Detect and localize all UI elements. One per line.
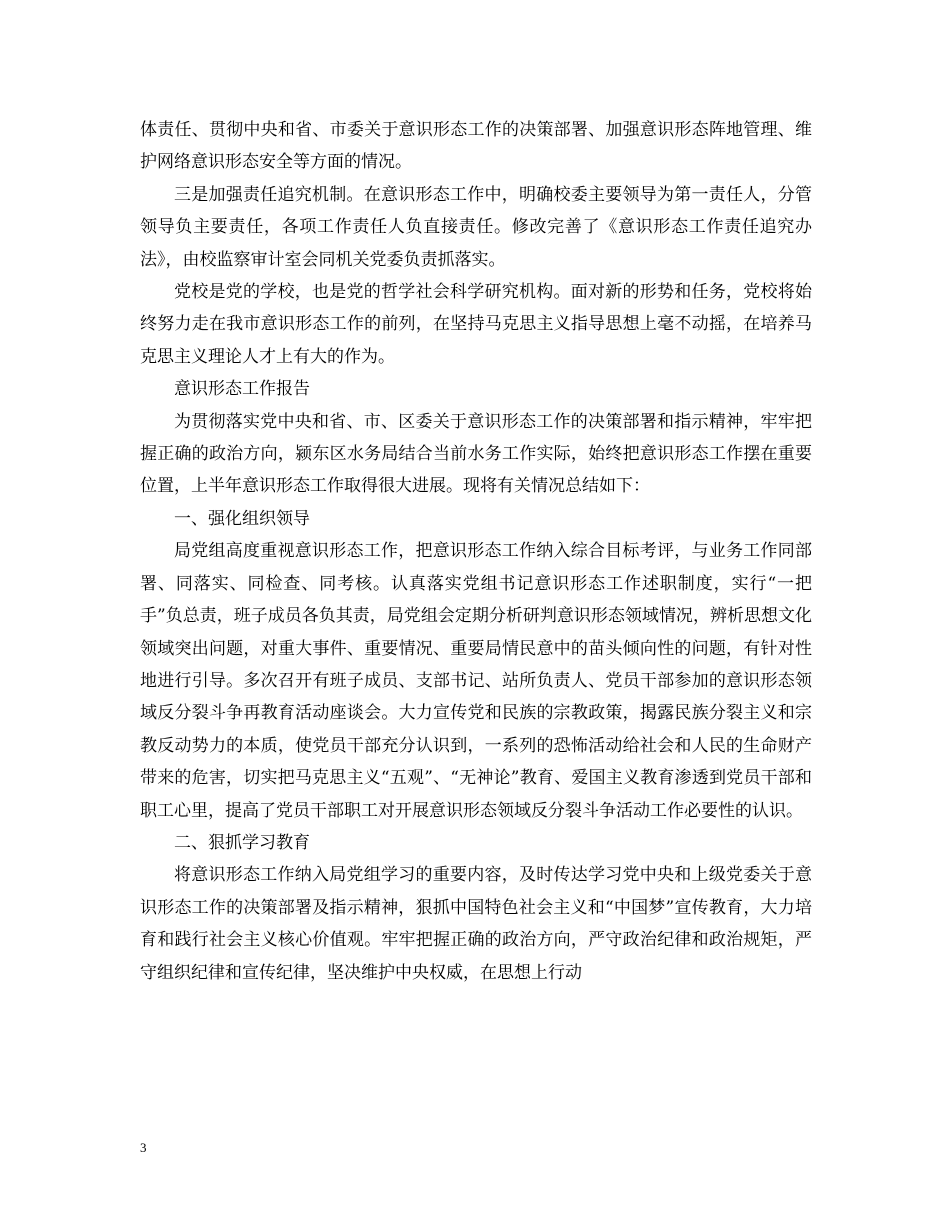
paragraph-5: 为贯彻落实党中央和省、市、区委关于意识形态工作的决策部署和指示精神，牢牢把握正确的政治方向，颍东区水务局结合当前水务工作实际，始终把意识形态工作摆在重要位置，上半年意识形态工作取得很大进展。现将有关情况总结如下：: [140, 411, 812, 497]
paragraph-9: 将意识形态工作纳入局党组学习的重要内容，及时传达学习党中央和上级党委关于意识形态工作的决策部署及指示精神，狠抓中国特色社会主义和“中国梦”宣传教育，大力培育和践行社会主义核心价值观。牢牢把握正确的政治方向，严守政治纪律和政治规矩，严守组织纪律和宣传纪律，坚决维护中央权威，在思想上行动: [140, 865, 812, 983]
paragraph-3: 党校是党的学校，也是党的哲学社会科学研究机构。面对新的形势和任务，党校将始终努力走在我市意识形态工作的前列，在坚持马克思主义指导思想上毫不动摇，在培养马克思主义理论人才上有大的作为。: [140, 282, 812, 367]
section-heading-report: 意识形态工作报告: [174, 379, 310, 400]
paragraph-7: 局党组高度重视意识形态工作，把意识形态工作纳入综合目标考评，与业务工作同部署、同落实、同检查、同考核。认真落实党组书记意识形态工作述职制度，实行“一把手”负总责，班子成员各负其责，局党组会定期分析研判意识形态领域情况，辨析思想文化领域突出问题，对重大事件、重要情况、重要局情民意中的苗头倾向性的问题，有针对性地进行引导。多次召开有班子成员、支部书记、站所负责人、党员干部参加的意识形态领域反分裂斗争再教育活动座谈会。大力宣传党和民族的宗教政策，揭露民族分裂主义和宗教反动势力的本质，使党员干部充分认识到，一系列的恐怖活动给社会和人民的生命财产带来的危害，切实把马克思主义“五观”、“无神论”教育、爱国主义教育渗透到党员干部和职工心里，提高了党员干部职工对开展意识形态领域反分裂斗争活动工作必要性的认识。: [140, 541, 812, 821]
section-heading-1: 一、强化组织领导: [174, 508, 310, 529]
document-body: [140, 114, 812, 989]
paragraph-1: 体责任、贯彻中央和省、市委关于意识形态工作的决策部署、加强意识形态阵地管理、维护网络意识形态安全等方面的情况。: [140, 120, 812, 173]
section-heading-2: 二、狠抓学习教育: [174, 832, 310, 853]
paragraph-2: 三是加强责任追究机制。在意识形态工作中，明确校委主要领导为第一责任人，分管领导负主要责任，各项工作责任人负直接责任。修改完善了《意识形态工作责任追究办法》，由校监察审计室会同机关党委负责抓落实。: [140, 184, 812, 270]
page-number: 3: [140, 1140, 147, 1155]
